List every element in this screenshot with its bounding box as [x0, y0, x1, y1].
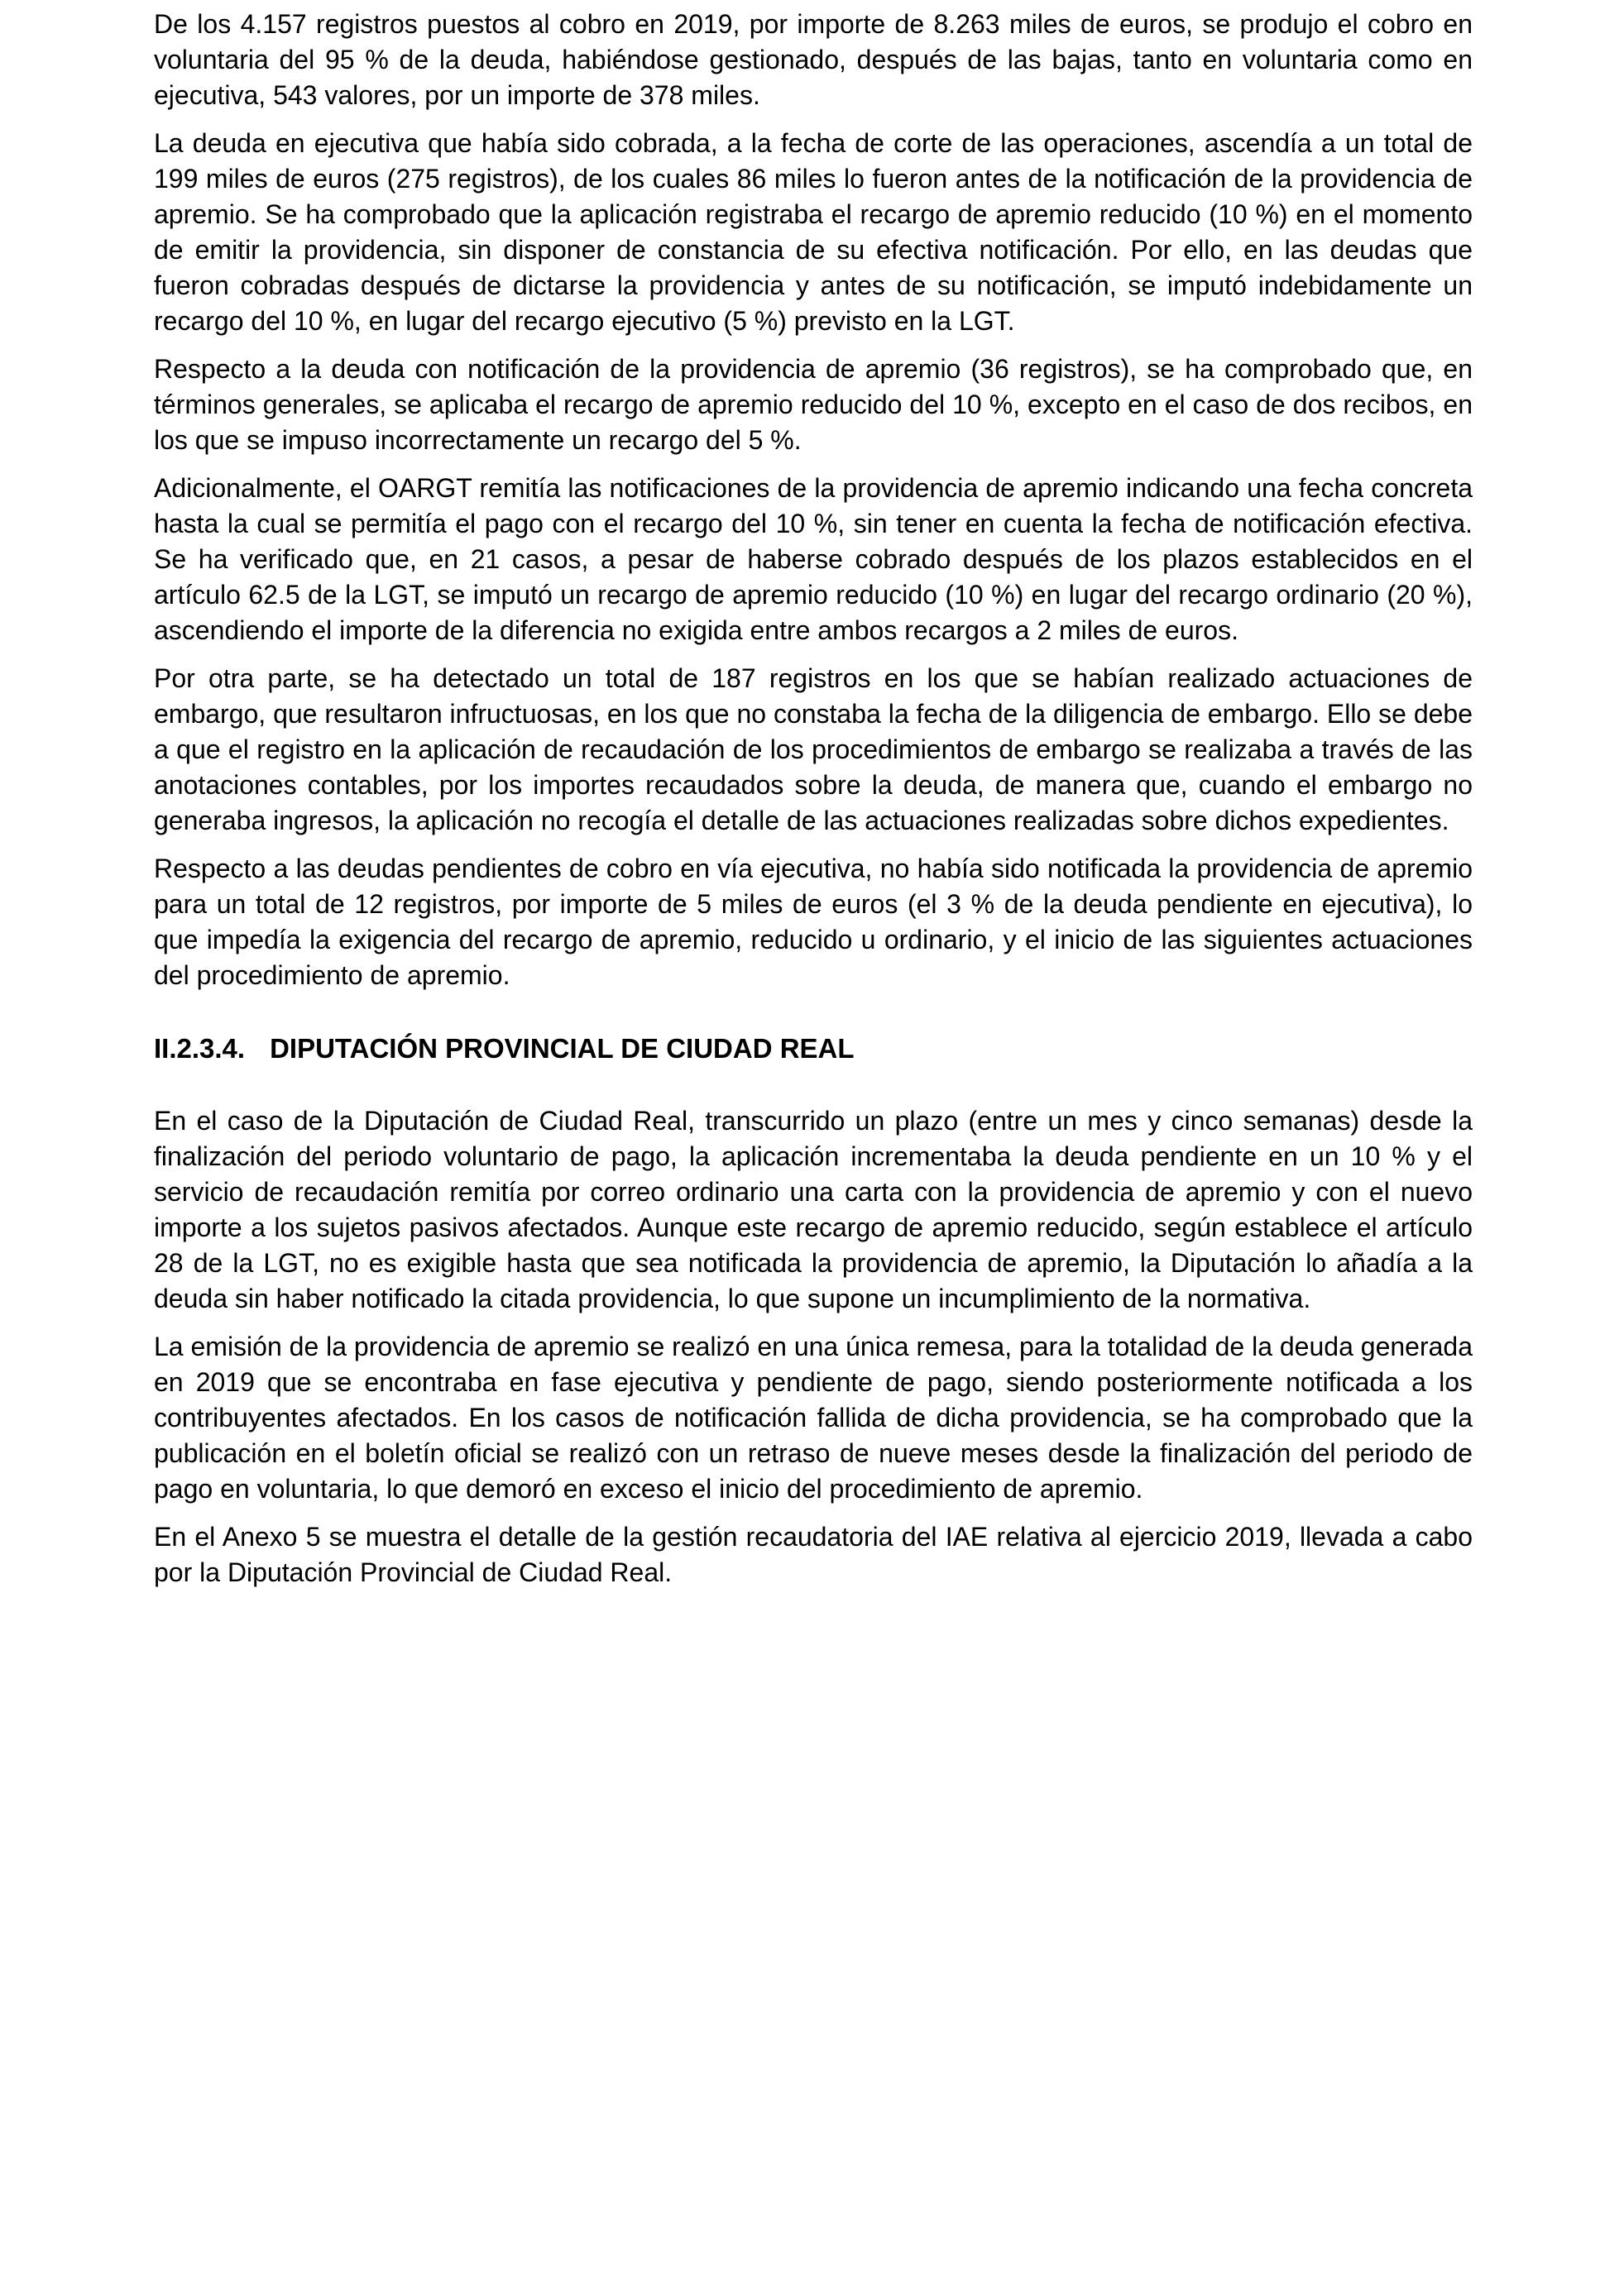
section-heading — [154, 1031, 1473, 1066]
paragraph: De los 4.157 registros puestos al cobro en 2019, por importe de 8.263 miles de euros, se produjo el cobro en voluntaria del 95 % de la deuda, habiéndose gestionado, después de las bajas, tanto en voluntaria como en ejecutiva, 543 valores, por un importe de 378 miles. — [154, 9, 1473, 110]
paragraph: Respecto a la deuda con notificación de la providencia de apremio (36 registros), se ha comprobado que, en términos generales, se aplicaba el recargo de apremio reducido del 10 %, excepto en el caso de dos recibos, en los que se impuso incorrectamente un recargo del 5 %. — [154, 354, 1473, 455]
paragraph: En el Anexo 5 se muestra el detalle de la gestión recaudatoria del IAE relativa al ejercicio 2019, llevada a cabo por la Diputación Provincial de Ciudad Real. — [154, 1522, 1473, 1587]
paragraph: Por otra parte, se ha detectado un total de 187 registros en los que se habían realizado actuaciones de embargo, que resultaron infructuosas, en los que no constaba la fecha de la diligencia de embargo. Ello se debe a que el registro en la aplicación de recaudación de los procedimientos de embargo se realizaba a través de las anotaciones contables, por los importes recaudados sobre la deuda, de manera que, cuando el embargo no generaba ingresos, la aplicación no recogía el detalle de las actuaciones realizadas sobre dichos expedientes. — [154, 663, 1473, 835]
paragraph: Respecto a las deudas pendientes de cobro en vía ejecutiva, no había sido notificada la providencia de apremio para un total de 12 registros, por importe de 5 miles de euros (el 3 % de la deuda pendiente en ejecutiva), lo que impedía la exigencia del recargo de apremio, reducido u ordinario, y el inicio de las siguientes actuaciones del procedimiento de apremio. — [154, 854, 1473, 990]
paragraph: La emisión de la providencia de apremio se realizó en una única remesa, para la totalidad de la deuda generada en 2019 que se encontraba en fase ejecutiva y pendiente de pago, siendo posteriormente notificada a los contribuyentes afectados. En los casos de notificación fallida de dicha providencia, se ha comprobado que la publicación en el boletín oficial se realizó con un retraso de nueve meses desde la finalización del periodo de pago en voluntaria, lo que demoró en exceso el inicio del procedimiento de apremio. — [154, 1332, 1473, 1504]
paragraph: La deuda en ejecutiva que había sido cobrada, a la fecha de corte de las operaciones, ascendía a un total de 199 miles de euros (275 registros), de los cuales 86 miles lo fueron antes de la notificación de la providencia de apremio. Se ha comprobado que la aplicación registraba el recargo de apremio reducido (10 %) en el momento de emitir la providencia, sin disponer de constancia de su efectiva notificación. Por ello, en las deudas que fueron cobradas después de dictarse la providencia y antes de su notificación, se imputó indebidamente un recargo del 10 %, en lugar del recargo ejecutivo (5 %) previsto en la LGT. — [154, 128, 1473, 336]
paragraph: Adicionalmente, el OARGT remitía las notificaciones de la providencia de apremio indicando una fecha concreta hasta la cual se permitía el pago con el recargo del 10 %, sin tener en cuenta la fecha de notificación efectiva. Se ha verificado que, en 21 casos, a pesar de haberse cobrado después de los plazos establecidos en el artículo 62.5 de la LGT, se imputó un recargo de apremio reducido (10 %) en lugar del recargo ordinario (20 %), ascendiendo el importe de la diferencia no exigida entre ambos recargos a 2 miles de euros. — [154, 473, 1473, 645]
section-heading-title: DIPUTACIÓN PROVINCIAL DE CIUDAD REAL — [270, 1033, 855, 1064]
paragraph: En el caso de la Diputación de Ciudad Real, transcurrido un plazo (entre un mes y cinco semanas) desde la finalización del periodo voluntario de pago, la aplicación incrementaba la deuda pendiente en un 10 % y el servicio de recaudación remitía por correo ordinario una carta con la providencia de apremio y con el nuevo importe a los sujetos pasivos afectados. Aunque este recargo de apremio reducido, según establece el artículo 28 de la LGT, no es exigible hasta que sea notificada la providencia de apremio, la Diputación lo añadía a la deuda sin haber notificado la citada providencia, lo que supone un incumplimiento de la normativa. — [154, 1106, 1473, 1313]
section-heading-number: II.2.3.4. — [154, 1033, 246, 1064]
